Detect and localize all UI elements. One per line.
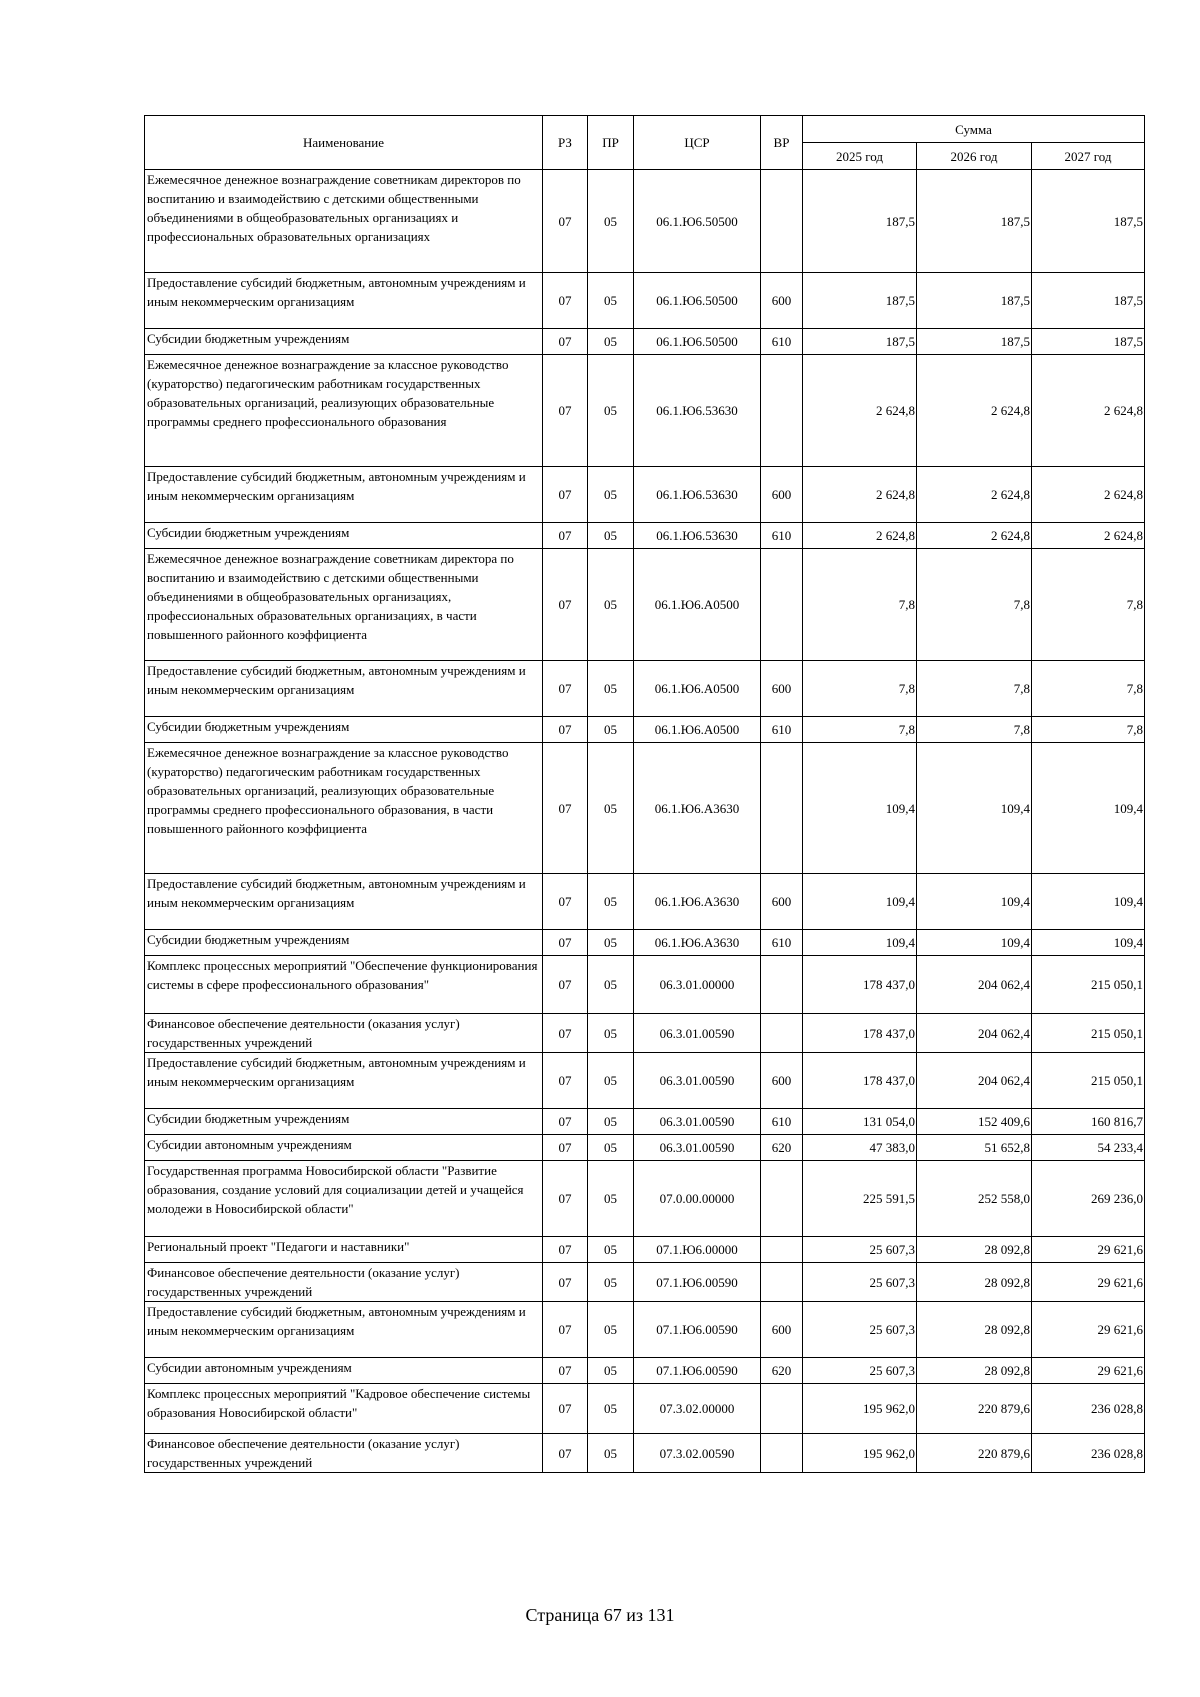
row-csr: 07.1.Ю6.00000 bbox=[634, 1237, 761, 1263]
row-rz: 07 bbox=[543, 1053, 588, 1109]
row-vr bbox=[761, 743, 803, 874]
table-row bbox=[145, 1434, 1145, 1473]
row-sum-2026: 28 092,8 bbox=[917, 1302, 1032, 1358]
header-year-2025: 2025 год bbox=[803, 143, 917, 170]
table-row bbox=[145, 1135, 1145, 1161]
row-csr: 06.1.Ю6.А3630 bbox=[634, 874, 761, 930]
row-name: Предоставление субсидий бюджетным, автономным учреждениям и иным некоммерческим организациям bbox=[145, 874, 543, 930]
row-vr: 610 bbox=[761, 523, 803, 549]
row-rz: 07 bbox=[543, 273, 588, 329]
row-csr: 07.1.Ю6.00590 bbox=[634, 1263, 761, 1302]
row-sum-2026: 51 652,8 bbox=[917, 1135, 1032, 1161]
page-number: Страница 67 из 131 bbox=[525, 1605, 675, 1625]
row-sum-2026: 187,5 bbox=[917, 273, 1032, 329]
row-sum-2026: 187,5 bbox=[917, 329, 1032, 355]
table-row bbox=[145, 956, 1145, 1014]
row-pr: 05 bbox=[588, 355, 634, 467]
row-sum-2027: 29 621,6 bbox=[1032, 1263, 1145, 1302]
row-sum-2027: 2 624,8 bbox=[1032, 523, 1145, 549]
table-row bbox=[145, 1109, 1145, 1135]
row-name: Ежемесячное денежное вознаграждение советникам директора по воспитанию и взаимодействию с детскими общественными объединениями в общеобразовательных организациях, профессиональных образовательных организациях, в части повышенного районного коэффициента bbox=[145, 549, 543, 661]
row-sum-2025: 187,5 bbox=[803, 170, 917, 273]
row-csr: 06.1.Ю6.50500 bbox=[634, 170, 761, 273]
row-name: Субсидии бюджетным учреждениям bbox=[145, 523, 543, 549]
table-row bbox=[145, 273, 1145, 329]
header-rz: РЗ bbox=[543, 116, 588, 170]
row-sum-2027: 215 050,1 bbox=[1032, 1053, 1145, 1109]
row-sum-2025: 25 607,3 bbox=[803, 1263, 917, 1302]
row-sum-2027: 109,4 bbox=[1032, 743, 1145, 874]
row-pr: 05 bbox=[588, 1014, 634, 1053]
row-sum-2026: 2 624,8 bbox=[917, 467, 1032, 523]
row-sum-2025: 178 437,0 bbox=[803, 956, 917, 1014]
table-row bbox=[145, 743, 1145, 874]
row-name: Предоставление субсидий бюджетным, автономным учреждениям и иным некоммерческим организациям bbox=[145, 661, 543, 717]
row-name: Предоставление субсидий бюджетным, автономным учреждениям и иным некоммерческим организациям bbox=[145, 1302, 543, 1358]
row-name: Ежемесячное денежное вознаграждение советникам директоров по воспитанию и взаимодействию с детскими общественными объединениями в общеобразовательных организациях и профессиональных образовательных организациях bbox=[145, 170, 543, 273]
row-vr bbox=[761, 170, 803, 273]
table-row bbox=[145, 1263, 1145, 1302]
row-sum-2025: 225 591,5 bbox=[803, 1161, 917, 1237]
row-rz: 07 bbox=[543, 1161, 588, 1237]
row-sum-2026: 7,8 bbox=[917, 661, 1032, 717]
table-row bbox=[145, 467, 1145, 523]
row-csr: 06.1.Ю6.50500 bbox=[634, 273, 761, 329]
row-csr: 06.1.Ю6.А3630 bbox=[634, 930, 761, 956]
header-year-2026: 2026 год bbox=[917, 143, 1032, 170]
row-sum-2027: 160 816,7 bbox=[1032, 1109, 1145, 1135]
row-name: Субсидии бюджетным учреждениям bbox=[145, 329, 543, 355]
row-sum-2027: 29 621,6 bbox=[1032, 1237, 1145, 1263]
row-pr: 05 bbox=[588, 1109, 634, 1135]
row-sum-2025: 109,4 bbox=[803, 874, 917, 930]
row-name: Субсидии бюджетным учреждениям bbox=[145, 717, 543, 743]
row-sum-2027: 236 028,8 bbox=[1032, 1384, 1145, 1434]
row-csr: 07.3.02.00000 bbox=[634, 1384, 761, 1434]
table-row bbox=[145, 549, 1145, 661]
row-pr: 05 bbox=[588, 1263, 634, 1302]
row-rz: 07 bbox=[543, 1135, 588, 1161]
row-vr: 610 bbox=[761, 1109, 803, 1135]
row-vr bbox=[761, 1161, 803, 1237]
row-sum-2026: 2 624,8 bbox=[917, 523, 1032, 549]
row-sum-2025: 187,5 bbox=[803, 329, 917, 355]
row-pr: 05 bbox=[588, 717, 634, 743]
row-csr: 06.3.01.00000 bbox=[634, 956, 761, 1014]
row-sum-2025: 7,8 bbox=[803, 717, 917, 743]
row-sum-2027: 29 621,6 bbox=[1032, 1302, 1145, 1358]
row-sum-2026: 204 062,4 bbox=[917, 1053, 1032, 1109]
row-pr: 05 bbox=[588, 874, 634, 930]
row-sum-2026: 152 409,6 bbox=[917, 1109, 1032, 1135]
row-sum-2025: 178 437,0 bbox=[803, 1014, 917, 1053]
table-row bbox=[145, 1014, 1145, 1053]
row-rz: 07 bbox=[543, 956, 588, 1014]
row-csr: 06.3.01.00590 bbox=[634, 1109, 761, 1135]
row-rz: 07 bbox=[543, 329, 588, 355]
row-name: Субсидии автономным учреждениям bbox=[145, 1135, 543, 1161]
row-sum-2026: 220 879,6 bbox=[917, 1384, 1032, 1434]
row-csr: 06.3.01.00590 bbox=[634, 1014, 761, 1053]
row-vr bbox=[761, 1434, 803, 1473]
row-name: Комплекс процессных мероприятий "Обеспечение функционирования системы в сфере профессионального образования" bbox=[145, 956, 543, 1014]
row-vr: 610 bbox=[761, 930, 803, 956]
row-sum-2025: 25 607,3 bbox=[803, 1237, 917, 1263]
row-pr: 05 bbox=[588, 170, 634, 273]
table-row bbox=[145, 1237, 1145, 1263]
row-name: Финансовое обеспечение деятельности (оказание услуг) государственных учреждений bbox=[145, 1434, 543, 1473]
row-pr: 05 bbox=[588, 1384, 634, 1434]
row-sum-2025: 131 054,0 bbox=[803, 1109, 917, 1135]
row-vr bbox=[761, 1263, 803, 1302]
row-csr: 07.1.Ю6.00590 bbox=[634, 1358, 761, 1384]
row-name: Предоставление субсидий бюджетным, автономным учреждениям и иным некоммерческим организациям bbox=[145, 467, 543, 523]
row-csr: 07.1.Ю6.00590 bbox=[634, 1302, 761, 1358]
row-csr: 06.1.Ю6.53630 bbox=[634, 467, 761, 523]
header-vr: ВР bbox=[761, 116, 803, 170]
row-pr: 05 bbox=[588, 1053, 634, 1109]
row-sum-2027: 7,8 bbox=[1032, 549, 1145, 661]
row-sum-2027: 7,8 bbox=[1032, 661, 1145, 717]
row-vr bbox=[761, 549, 803, 661]
row-csr: 07.3.02.00590 bbox=[634, 1434, 761, 1473]
row-sum-2026: 28 092,8 bbox=[917, 1263, 1032, 1302]
row-pr: 05 bbox=[588, 1161, 634, 1237]
row-name: Субсидии автономным учреждениям bbox=[145, 1358, 543, 1384]
table-row bbox=[145, 1384, 1145, 1434]
row-csr: 06.1.Ю6.53630 bbox=[634, 523, 761, 549]
table-row bbox=[145, 523, 1145, 549]
row-sum-2027: 215 050,1 bbox=[1032, 1014, 1145, 1053]
row-sum-2027: 269 236,0 bbox=[1032, 1161, 1145, 1237]
row-sum-2025: 7,8 bbox=[803, 661, 917, 717]
row-name: Предоставление субсидий бюджетным, автономным учреждениям и иным некоммерческим организациям bbox=[145, 1053, 543, 1109]
row-sum-2025: 47 383,0 bbox=[803, 1135, 917, 1161]
row-pr: 05 bbox=[588, 743, 634, 874]
row-sum-2027: 109,4 bbox=[1032, 930, 1145, 956]
row-csr: 06.1.Ю6.53630 bbox=[634, 355, 761, 467]
row-pr: 05 bbox=[588, 467, 634, 523]
table-row bbox=[145, 930, 1145, 956]
row-sum-2025: 2 624,8 bbox=[803, 523, 917, 549]
table-row bbox=[145, 717, 1145, 743]
row-sum-2026: 109,4 bbox=[917, 743, 1032, 874]
row-sum-2027: 215 050,1 bbox=[1032, 956, 1145, 1014]
row-rz: 07 bbox=[543, 1358, 588, 1384]
row-sum-2025: 195 962,0 bbox=[803, 1384, 917, 1434]
row-sum-2026: 220 879,6 bbox=[917, 1434, 1032, 1473]
header-csr: ЦСР bbox=[634, 116, 761, 170]
header-year-2027: 2027 год bbox=[1032, 143, 1145, 170]
row-csr: 06.1.Ю6.А0500 bbox=[634, 661, 761, 717]
table-row bbox=[145, 1358, 1145, 1384]
row-vr bbox=[761, 1237, 803, 1263]
row-rz: 07 bbox=[543, 1434, 588, 1473]
row-sum-2026: 7,8 bbox=[917, 549, 1032, 661]
row-vr: 620 bbox=[761, 1135, 803, 1161]
row-sum-2027: 236 028,8 bbox=[1032, 1434, 1145, 1473]
row-vr: 600 bbox=[761, 467, 803, 523]
row-rz: 07 bbox=[543, 874, 588, 930]
row-pr: 05 bbox=[588, 930, 634, 956]
row-vr: 610 bbox=[761, 717, 803, 743]
row-name: Региональный проект "Педагоги и наставники" bbox=[145, 1237, 543, 1263]
row-sum-2027: 187,5 bbox=[1032, 273, 1145, 329]
row-rz: 07 bbox=[543, 170, 588, 273]
row-sum-2025: 2 624,8 bbox=[803, 355, 917, 467]
row-pr: 05 bbox=[588, 1302, 634, 1358]
header-pr: ПР bbox=[588, 116, 634, 170]
row-sum-2026: 187,5 bbox=[917, 170, 1032, 273]
row-csr: 06.3.01.00590 bbox=[634, 1053, 761, 1109]
header-sum: Сумма bbox=[803, 116, 1145, 143]
row-rz: 07 bbox=[543, 549, 588, 661]
row-sum-2026: 28 092,8 bbox=[917, 1237, 1032, 1263]
row-vr: 600 bbox=[761, 1053, 803, 1109]
row-pr: 05 bbox=[588, 329, 634, 355]
row-rz: 07 bbox=[543, 717, 588, 743]
row-name: Субсидии бюджетным учреждениям bbox=[145, 1109, 543, 1135]
budget-table bbox=[144, 115, 1145, 1473]
row-pr: 05 bbox=[588, 1358, 634, 1384]
row-pr: 05 bbox=[588, 956, 634, 1014]
row-rz: 07 bbox=[543, 1302, 588, 1358]
table-row bbox=[145, 874, 1145, 930]
row-sum-2025: 109,4 bbox=[803, 743, 917, 874]
table-row bbox=[145, 170, 1145, 273]
row-sum-2026: 204 062,4 bbox=[917, 1014, 1032, 1053]
row-sum-2027: 29 621,6 bbox=[1032, 1358, 1145, 1384]
row-sum-2025: 195 962,0 bbox=[803, 1434, 917, 1473]
row-vr: 620 bbox=[761, 1358, 803, 1384]
row-sum-2026: 204 062,4 bbox=[917, 956, 1032, 1014]
row-rz: 07 bbox=[543, 1263, 588, 1302]
row-pr: 05 bbox=[588, 549, 634, 661]
row-vr: 610 bbox=[761, 329, 803, 355]
row-sum-2025: 187,5 bbox=[803, 273, 917, 329]
row-sum-2026: 109,4 bbox=[917, 930, 1032, 956]
row-rz: 07 bbox=[543, 1237, 588, 1263]
row-vr: 600 bbox=[761, 273, 803, 329]
row-sum-2027: 2 624,8 bbox=[1032, 355, 1145, 467]
row-vr: 600 bbox=[761, 661, 803, 717]
table-body bbox=[145, 170, 1145, 1473]
row-name: Комплекс процессных мероприятий "Кадровое обеспечение системы образования Новосибирской области" bbox=[145, 1384, 543, 1434]
row-rz: 07 bbox=[543, 661, 588, 717]
table-row bbox=[145, 661, 1145, 717]
row-sum-2027: 7,8 bbox=[1032, 717, 1145, 743]
row-name: Финансовое обеспечение деятельности (оказания услуг) государственных учреждений bbox=[145, 1014, 543, 1053]
table-row bbox=[145, 1053, 1145, 1109]
row-sum-2025: 178 437,0 bbox=[803, 1053, 917, 1109]
header-name: Наименование bbox=[145, 116, 543, 170]
row-rz: 07 bbox=[543, 1384, 588, 1434]
row-csr: 06.1.Ю6.50500 bbox=[634, 329, 761, 355]
row-name: Ежемесячное денежное вознаграждение за классное руководство (кураторство) педагогическим работникам государственных образовательных организаций, реализующих образовательные программы среднего профессионального образования, в части повышенного районного коэффициента bbox=[145, 743, 543, 874]
row-sum-2026: 28 092,8 bbox=[917, 1358, 1032, 1384]
row-sum-2027: 187,5 bbox=[1032, 170, 1145, 273]
row-sum-2027: 54 233,4 bbox=[1032, 1135, 1145, 1161]
row-rz: 07 bbox=[543, 1014, 588, 1053]
table-row bbox=[145, 329, 1145, 355]
row-name: Субсидии бюджетным учреждениям bbox=[145, 930, 543, 956]
row-sum-2025: 25 607,3 bbox=[803, 1358, 917, 1384]
row-rz: 07 bbox=[543, 1109, 588, 1135]
row-rz: 07 bbox=[543, 523, 588, 549]
row-rz: 07 bbox=[543, 930, 588, 956]
row-vr bbox=[761, 956, 803, 1014]
row-sum-2025: 2 624,8 bbox=[803, 467, 917, 523]
row-sum-2027: 2 624,8 bbox=[1032, 467, 1145, 523]
row-vr: 600 bbox=[761, 874, 803, 930]
row-csr: 07.0.00.00000 bbox=[634, 1161, 761, 1237]
row-vr bbox=[761, 1384, 803, 1434]
row-sum-2026: 252 558,0 bbox=[917, 1161, 1032, 1237]
row-vr bbox=[761, 355, 803, 467]
row-name: Финансовое обеспечение деятельности (оказание услуг) государственных учреждений bbox=[145, 1263, 543, 1302]
row-csr: 06.1.Ю6.А0500 bbox=[634, 549, 761, 661]
row-sum-2026: 7,8 bbox=[917, 717, 1032, 743]
table-row bbox=[145, 1161, 1145, 1237]
row-pr: 05 bbox=[588, 523, 634, 549]
row-csr: 06.1.Ю6.А3630 bbox=[634, 743, 761, 874]
row-rz: 07 bbox=[543, 743, 588, 874]
row-name: Ежемесячное денежное вознаграждение за классное руководство (кураторство) педагогическим работникам государственных образовательных организаций, реализующих образовательные программы среднего профессионального образования bbox=[145, 355, 543, 467]
row-sum-2027: 187,5 bbox=[1032, 329, 1145, 355]
row-name: Государственная программа Новосибирской области "Развитие образования, создание условий для социализации детей и учащейся молодежи в Новосибирской области" bbox=[145, 1161, 543, 1237]
row-pr: 05 bbox=[588, 273, 634, 329]
row-sum-2025: 109,4 bbox=[803, 930, 917, 956]
row-sum-2026: 109,4 bbox=[917, 874, 1032, 930]
table-row bbox=[145, 355, 1145, 467]
row-rz: 07 bbox=[543, 467, 588, 523]
row-pr: 05 bbox=[588, 1434, 634, 1473]
row-csr: 06.3.01.00590 bbox=[634, 1135, 761, 1161]
row-name: Предоставление субсидий бюджетным, автономным учреждениям и иным некоммерческим организациям bbox=[145, 273, 543, 329]
row-pr: 05 bbox=[588, 661, 634, 717]
row-sum-2026: 2 624,8 bbox=[917, 355, 1032, 467]
row-pr: 05 bbox=[588, 1135, 634, 1161]
table-row bbox=[145, 1302, 1145, 1358]
table-header bbox=[145, 116, 1145, 170]
row-sum-2027: 109,4 bbox=[1032, 874, 1145, 930]
row-vr bbox=[761, 1014, 803, 1053]
row-csr: 06.1.Ю6.А0500 bbox=[634, 717, 761, 743]
row-sum-2025: 25 607,3 bbox=[803, 1302, 917, 1358]
row-pr: 05 bbox=[588, 1237, 634, 1263]
row-rz: 07 bbox=[543, 355, 588, 467]
row-sum-2025: 7,8 bbox=[803, 549, 917, 661]
row-vr: 600 bbox=[761, 1302, 803, 1358]
